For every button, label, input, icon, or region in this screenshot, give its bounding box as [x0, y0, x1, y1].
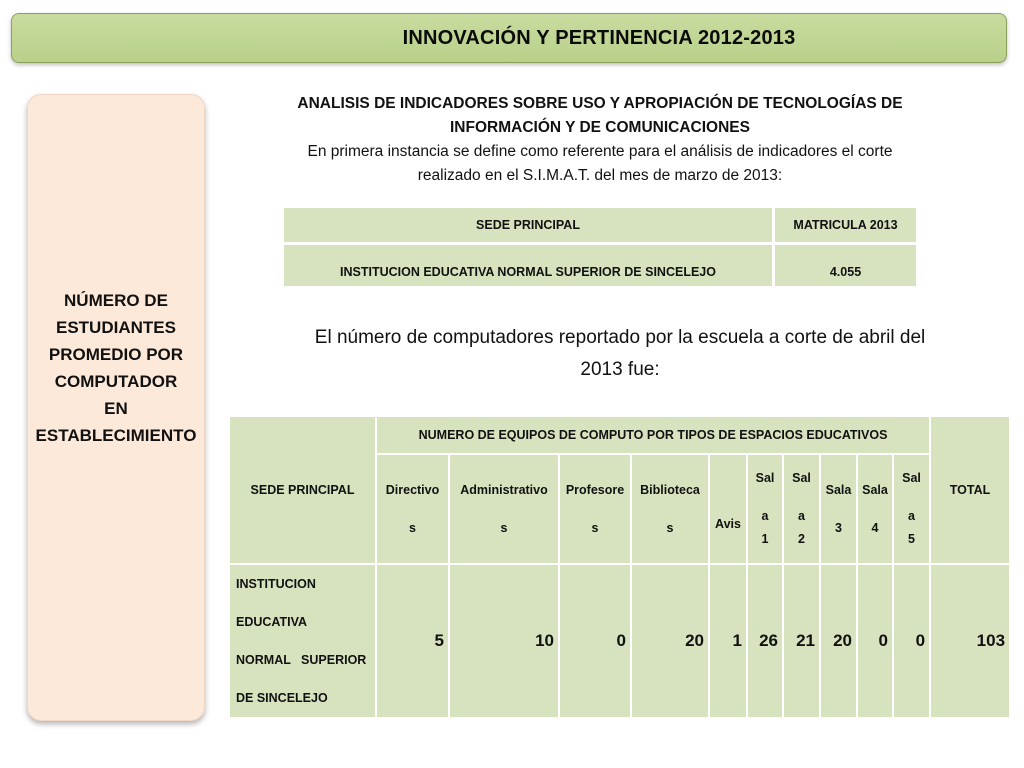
intro-body-line1: En primera instancia se define como referente para el análisis de indicadores el corte — [307, 143, 893, 160]
enrollment-row — [283, 244, 918, 288]
col-sala4-l2: 4 — [871, 520, 879, 535]
header-sede-principal: SEDE PRINCIPAL — [229, 416, 376, 564]
row-label-line1: INSTITUCION — [236, 577, 316, 591]
value-administrativos: 10 — [449, 564, 559, 718]
computers-text-line2: 2013 fue: — [580, 359, 660, 380]
enrollment-header-row — [283, 207, 918, 244]
col-sala1 — [747, 454, 783, 564]
col-biblioteca-l1: Biblioteca — [640, 482, 700, 497]
cell-institution: INSTITUCION EDUCATIVA NORMAL SUPERIOR DE SINCELEJO — [283, 244, 774, 288]
col-sala3 — [820, 454, 857, 564]
col-directivos-l2: s — [409, 520, 416, 535]
col-sala2-l1: Sal — [792, 471, 811, 485]
col-sala1-l3: 1 — [761, 532, 769, 546]
col-sala5-l1: Sal — [902, 471, 921, 485]
col-profesores — [559, 454, 631, 564]
side-panel — [27, 94, 205, 721]
title-bar — [11, 13, 1007, 63]
value-profesores: 0 — [559, 564, 631, 718]
row-label-line3: NORMAL SUPERIOR — [236, 653, 367, 667]
equipment-group-row — [229, 416, 1010, 454]
col-directivos-l1: Directivo — [385, 482, 440, 497]
header-total: TOTAL — [930, 416, 1010, 564]
header-matricula: MATRICULA 2013 — [774, 207, 918, 244]
col-sala5-l3: 5 — [908, 532, 915, 546]
col-sala1-l2: a — [761, 509, 769, 523]
col-sala2-l2: a — [798, 509, 805, 523]
page-title: INNOVACIÓN Y PERTINENCIA 2012-2013 — [402, 26, 796, 49]
intro-body-line2: realizado en el S.I.M.A.T. del mes de marzo de 2013: — [417, 167, 783, 184]
enrollment-table — [281, 205, 919, 289]
equipment-data-row — [229, 564, 1010, 718]
col-sala1-l1: Sal — [755, 471, 775, 485]
col-sala2-l3: 2 — [798, 532, 805, 546]
intro-heading-line2: INFORMACIÓN Y DE COMUNICACIONES — [450, 119, 750, 136]
intro-heading-line1: ANALISIS DE INDICADORES SOBRE USO Y APROPIACIÓN DE TECNOLOGÍAS DE — [297, 95, 903, 112]
col-profesores-l2: s — [591, 520, 599, 535]
value-sala1: 26 — [747, 564, 783, 718]
value-sala4: 0 — [857, 564, 893, 718]
col-avis — [709, 454, 747, 564]
col-biblioteca — [631, 454, 709, 564]
col-directivos — [376, 454, 449, 564]
col-administrativos-l2: s — [500, 520, 508, 535]
intro-text — [250, 92, 950, 188]
row-label-line4: DE SINCELEJO — [236, 691, 328, 705]
col-profesores-l1: Profesore — [565, 482, 625, 497]
col-biblioteca-l2: s — [666, 520, 674, 535]
computers-text-line1: El número de computadores reportado por la escuela a corte de abril del — [314, 327, 926, 348]
col-administrativos-l1: Administrativo — [460, 482, 548, 497]
computers-text — [270, 322, 970, 386]
equipment-table — [228, 415, 1011, 719]
value-directivos: 5 — [376, 564, 449, 718]
col-sala2 — [783, 454, 820, 564]
value-sala2: 21 — [783, 564, 820, 718]
row-label-line2: EDUCATIVA — [236, 615, 308, 629]
value-total: 103 — [930, 564, 1010, 718]
value-avis: 1 — [709, 564, 747, 718]
cell-matricula: 4.055 — [774, 244, 918, 288]
header-sede: SEDE PRINCIPAL — [283, 207, 774, 244]
col-sala5 — [893, 454, 930, 564]
col-avis-label: Avis — [715, 516, 741, 531]
value-bibliotecas: 20 — [631, 564, 709, 718]
col-sala3-l2: 3 — [835, 520, 842, 535]
value-sala3: 20 — [820, 564, 857, 718]
header-group: NUMERO DE EQUIPOS DE COMPUTO POR TIPOS DE ESPACIOS EDUCATIVOS — [376, 416, 930, 454]
row-institution-label — [229, 564, 376, 718]
col-sala4 — [857, 454, 893, 564]
col-sala4-l1: Sala — [862, 482, 888, 497]
col-sala3-l1: Sala — [825, 482, 852, 497]
col-administrativos — [449, 454, 559, 564]
value-sala5: 0 — [893, 564, 930, 718]
col-sala5-l2: a — [908, 509, 915, 523]
side-panel-text: NÚMERO DE ESTUDIANTES PROMEDIO POR COMPUTADOR EN ESTABLECIMIENTO — [35, 290, 197, 445]
